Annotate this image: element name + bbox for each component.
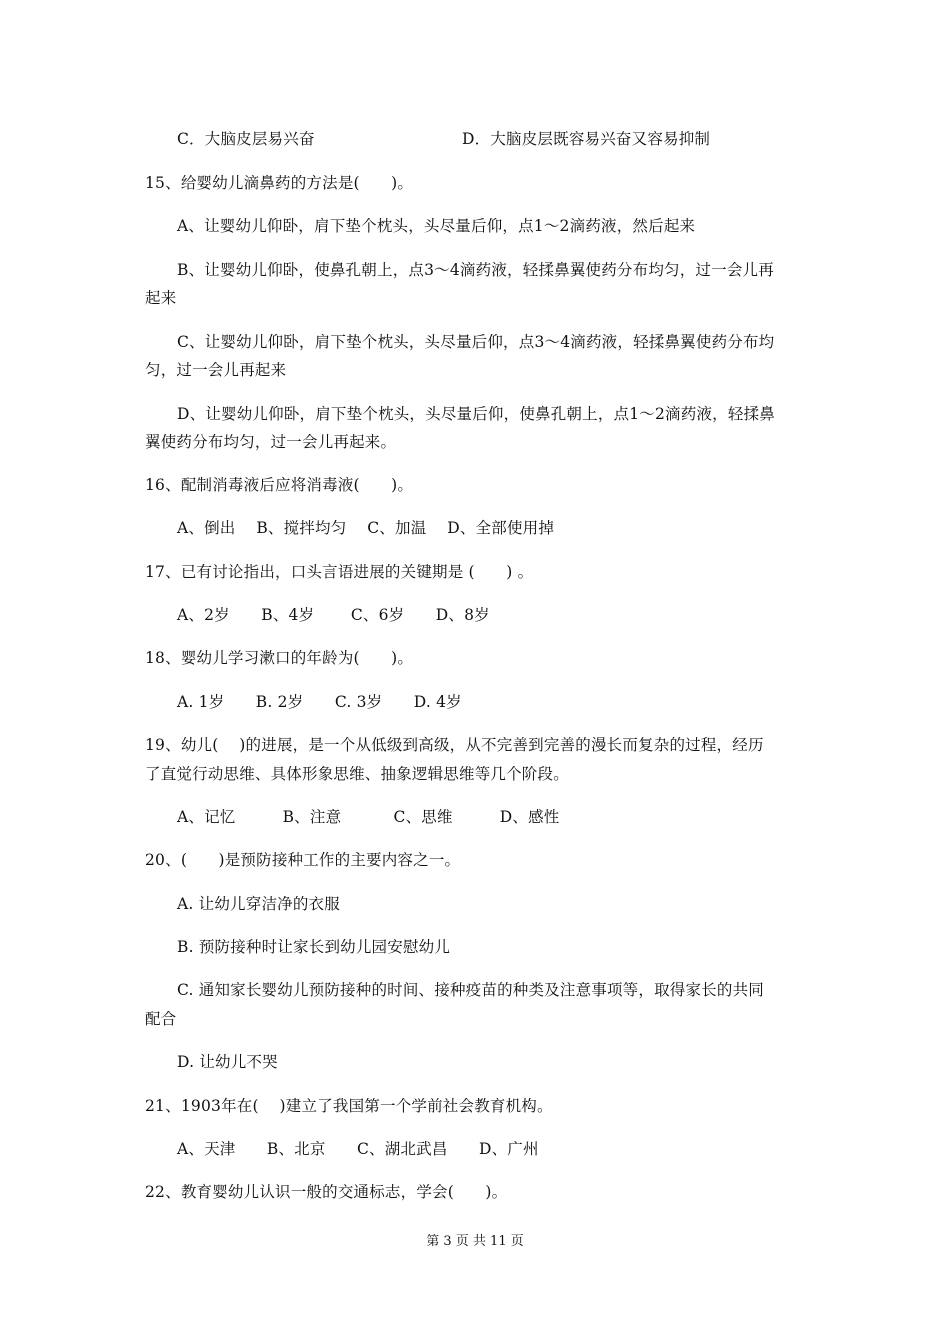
- q19-stem-line1: 19、幼儿( )的进展，是一个从低级到高级，从不完善到完善的漫长而复杂的过程，经历: [145, 736, 764, 754]
- q19-stem-line2: 了直觉行动思维、具体形象思维、抽象逻辑思维等几个阶段。: [145, 765, 569, 783]
- q20-option-c-line1: C. 通知家长婴幼儿预防接种的时间、接种疫苗的种类及注意事项等，取得家长的共同: [177, 981, 764, 999]
- q15-option-b-line1: B、让婴幼儿仰卧，使鼻孔朝上，点3～4滴药液，轻揉鼻翼使药分布均匀，过一会儿再: [177, 261, 774, 279]
- q19-options: A、记忆 B、注意 C、思维 D、感性: [177, 808, 560, 826]
- q20-option-c-line2: 配合: [145, 1010, 177, 1028]
- q21-options: A、天津 B、北京 C、湖北武昌 D、广州: [177, 1140, 539, 1158]
- q15-option-d-line2: 翼使药分布均匀，过一会儿再起来。: [145, 433, 397, 451]
- q15-option-c-line1: C、让婴幼儿仰卧，肩下垫个枕头，头尽量后仰，点3～4滴药液，轻揉鼻翼使药分布均: [177, 333, 775, 351]
- q15-option-c-line2: 匀，过一会儿再起来: [145, 361, 287, 379]
- page-footer: 第 3 页 共 11 页: [426, 1234, 524, 1249]
- q20-option-d: D. 让幼儿不哭: [177, 1053, 278, 1071]
- q17-stem: 17、已有讨论指出，口头言语进展的关键期是 ( ) 。: [145, 563, 534, 581]
- q14-option-d: D．大脑皮层既容易兴奋又容易抑制: [462, 130, 711, 148]
- q16-stem: 16、配制消毒液后应将消毒液( )。: [145, 476, 414, 494]
- q20-stem: 20、( )是预防接种工作的主要内容之一。: [145, 851, 461, 869]
- q15-option-d-line1: D、让婴幼儿仰卧，肩下垫个枕头，头尽量后仰，使鼻孔朝上，点1～2滴药液，轻揉鼻: [177, 405, 775, 423]
- q20-option-a: A. 让幼儿穿洁净的衣服: [177, 895, 340, 913]
- q14-option-c: C．大脑皮层易兴奋: [177, 130, 315, 148]
- q22-stem: 22、教育婴幼儿认识一般的交通标志，学会( )。: [145, 1183, 508, 1201]
- q15-stem: 15、给婴幼儿滴鼻药的方法是( )。: [145, 174, 414, 192]
- q21-stem: 21、1903年在( )建立了我国第一个学前社会教育机构。: [145, 1097, 553, 1115]
- q17-options: A、2岁 B、4岁 C、6岁 D、8岁: [177, 606, 490, 624]
- q16-options: A、倒出 B、搅拌均匀 C、加温 D、全部使用掉: [177, 519, 555, 537]
- q15-option-a: A、让婴幼儿仰卧，肩下垫个枕头，头尽量后仰，点1～2滴药液，然后起来: [177, 217, 696, 235]
- q20-option-b: B. 预防接种时让家长到幼儿园安慰幼儿: [177, 938, 451, 956]
- q18-options: A. 1岁 B. 2岁 C. 3岁 D. 4岁: [177, 693, 462, 711]
- q15-option-b-line2: 起来: [145, 289, 177, 307]
- q18-stem: 18、婴幼儿学习漱口的年龄为( )。: [145, 649, 414, 667]
